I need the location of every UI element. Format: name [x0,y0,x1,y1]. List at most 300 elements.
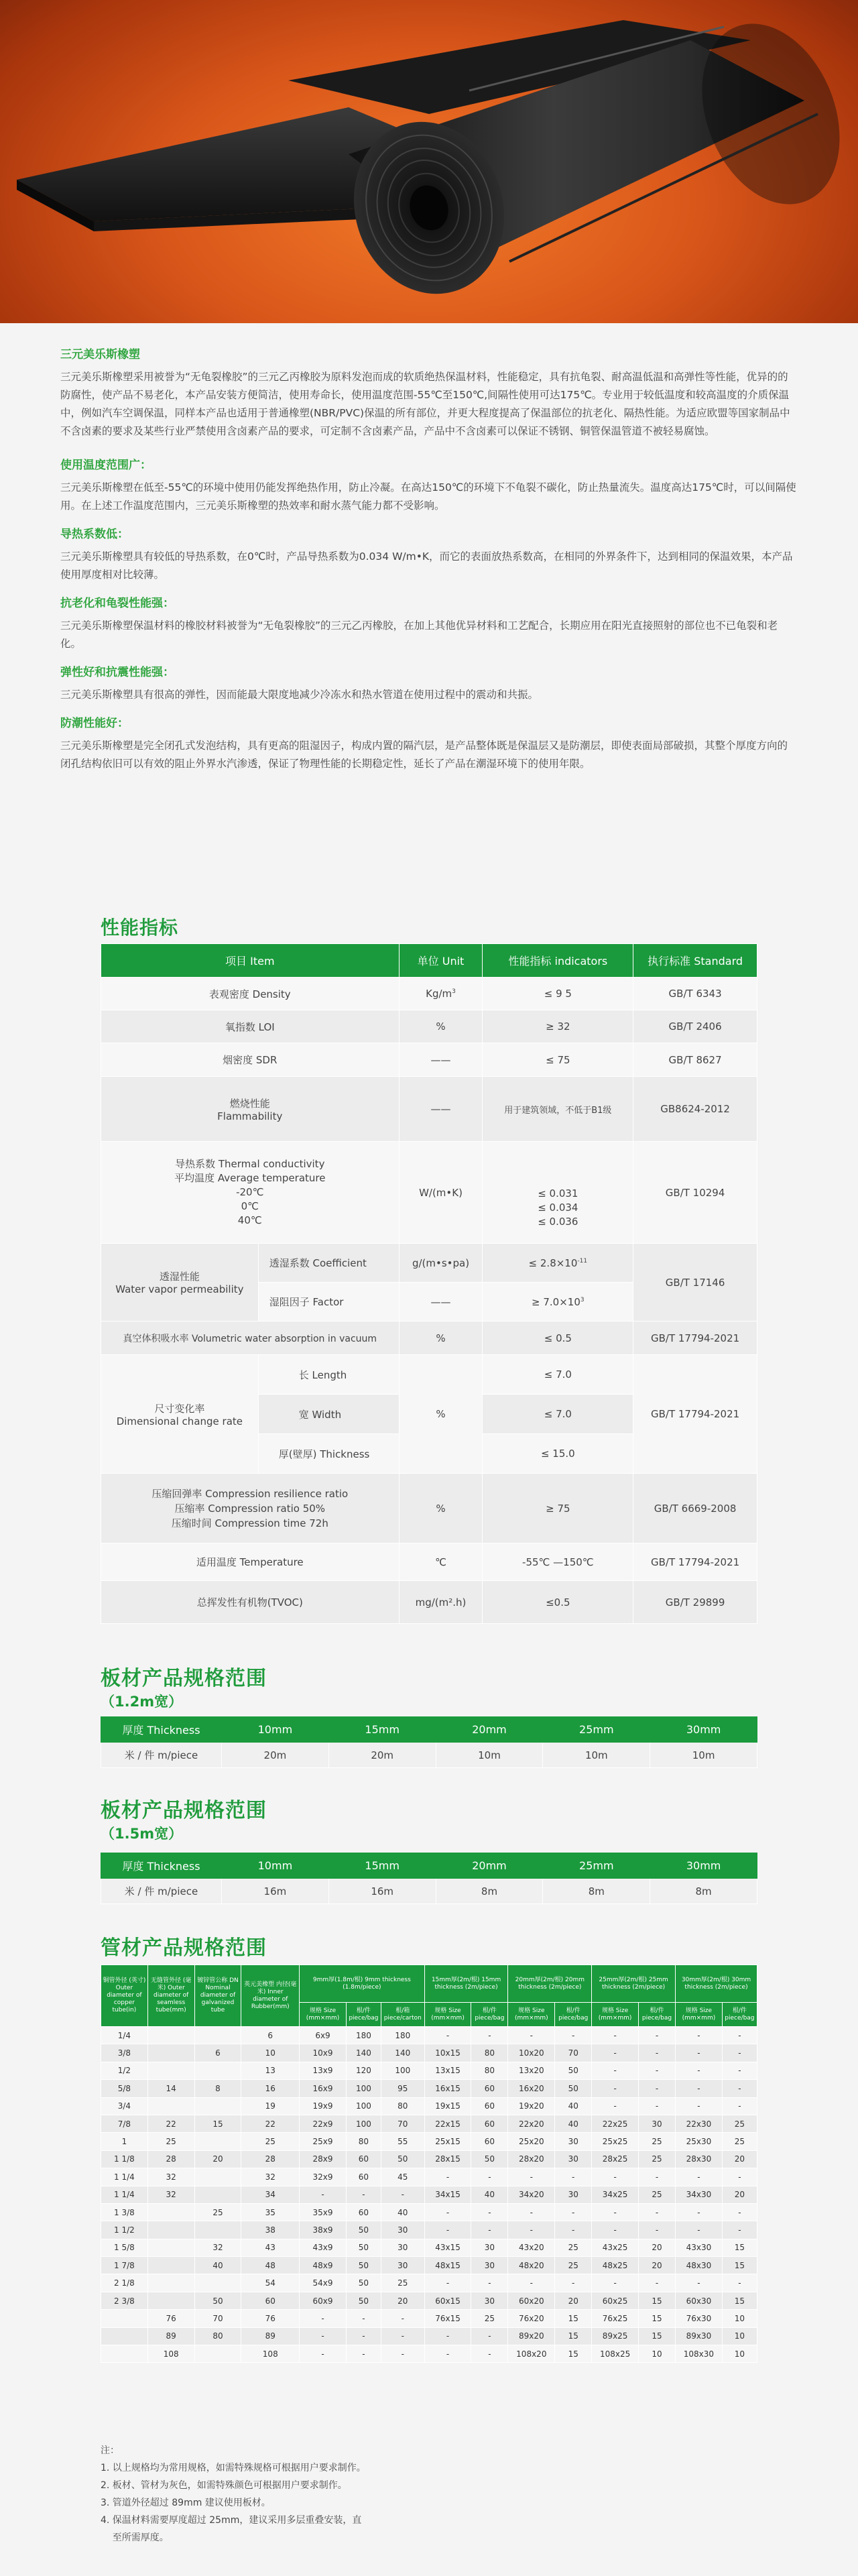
loi-std: GB/T 2406 [633,1010,757,1043]
pipe-cell: - [639,2080,676,2097]
table-row [101,2115,757,2132]
pipe-cell: 48x15 [424,2257,471,2274]
pipe-cell: 20 [722,2186,757,2203]
table-row [101,2292,757,2309]
pipe-cell: 43x9 [300,2239,347,2256]
pipe-cell: - [592,2044,639,2062]
plate1-th-3: 20mm [436,1717,543,1743]
plate2-th-5: 30mm [650,1853,757,1879]
thermal-item: 导热系数 Thermal conductivity 平均温度 Average temperature -20℃ 0℃ 40℃ [101,1142,400,1244]
pipe-cell: 80 [471,2062,508,2079]
vacuum-value: ≤ 0.5 [483,1322,633,1355]
pipe-cell: 30 [555,2150,592,2168]
pipe-cell: - [639,2097,676,2115]
plate2-td-4: 8m [543,1879,650,1904]
pipe-cell: 54x9 [300,2274,347,2292]
pipe-cell: 3/8 [101,2044,148,2062]
pipe-cell: 25 [381,2274,424,2292]
pipe-cell: - [300,2310,347,2327]
pipe-cell: 22 [241,2115,300,2132]
loi-item: 氧指数 LOI [101,1010,400,1043]
pipe-cell: - [471,2027,508,2044]
pipe-cell: - [722,2062,757,2079]
pipe-cell [147,2044,194,2062]
plate2-th-2: 15mm [328,1853,436,1879]
plate1-td-2: 20m [328,1743,436,1768]
pipe-cell: 1 5/8 [101,2239,148,2256]
pipe-cell: 50 [346,2292,381,2309]
pipe-cell: - [639,2044,676,2062]
pipe-cell: 55 [381,2133,424,2150]
plate1-title: 板材产品规格范围 [101,1667,267,1690]
pipe-cell: 25 [639,2186,676,2203]
pipe-cell: - [381,2310,424,2327]
pipe-cell: 10 [241,2044,300,2062]
pipe-cell: 34x25 [592,2186,639,2203]
pipe-cell: 76x30 [676,2310,723,2327]
plate1-header-row [101,1717,757,1743]
pipe-cell: 100 [346,2115,381,2132]
pipe-cell: 28 [241,2150,300,2168]
table-row [101,2310,757,2327]
pipe-cell: 6x9 [300,2027,347,2044]
pipe-th-20mm: 20mm厚(2m/根) 20mm thickness (2m/piece) [508,1965,592,2003]
pipe-th-pcs-5: 根/件 piece/bag [722,2003,757,2027]
note-1: 1. 以上规格均为常用规格，如需特殊规格可根据用户要求制作。 [101,2463,366,2473]
table-row [101,2203,757,2221]
sdr-item: 烟密度 SDR [101,1043,400,1077]
pipe-cell: 1 1/4 [101,2168,148,2186]
plate1-row [101,1743,757,1768]
density-value: ≤ 9 5 [483,978,633,1010]
pipe-cell: - [676,2062,723,2079]
performance-title: 性能指标 [101,917,179,939]
pipe-table-body [101,2027,757,2363]
table-row [101,2221,757,2239]
vapor-coef-unit: g/(m•s•pa) [399,1244,483,1283]
pipe-th-size-3: 规格 Size (mm×mm) [508,2003,555,2027]
comp-item: 压缩回弹率 Compression resilience ratio 压缩率 Compression ratio 50% 压缩时间 Compression time 72h [101,1474,400,1543]
pipe-cell: - [381,2327,424,2345]
pipe-cell: - [346,2186,381,2203]
pipe-cell: - [381,2186,424,2203]
pipe-cell: - [639,2168,676,2186]
pipe-cell [194,2274,241,2292]
pipe-cell: 13x20 [508,2062,555,2079]
pipe-cell: 25 [639,2133,676,2150]
pipe-cell: 10 [722,2327,757,2345]
pipe-cell: 25 [194,2203,241,2221]
note-3: 3. 管道外径超过 89mm 建议使用板材。 [101,2498,271,2508]
pipe-cell: - [508,2027,555,2044]
pipe-cell: 10x9 [300,2044,347,2062]
hero-product-image [0,0,858,323]
pipe-cell: 32 [241,2168,300,2186]
moisture-title: 防潮性能好： [60,717,129,730]
pipe-cell: 22 [147,2115,194,2132]
pipe-cell: 22x30 [676,2115,723,2132]
pipe-cell: 15 [722,2239,757,2256]
pipe-cell: 89 [241,2327,300,2345]
pipe-th-size-5: 规格 Size (mm×mm) [676,2003,723,2027]
pipe-cell: 180 [346,2027,381,2044]
pipe-cell: - [639,2221,676,2239]
note-4-cont: 至所需厚度。 [101,2532,169,2543]
note-4: 4. 保温材料需要厚度超过 25mm，建议采用多层重叠安装，直 [101,2515,362,2526]
pipe-cell: 25 [722,2133,757,2150]
pipe-cell [147,2203,194,2221]
notes-title: 注： [101,2445,119,2456]
pipe-cell: 25 [639,2150,676,2168]
pipe-cell: 10x15 [424,2044,471,2062]
plate2-title: 板材产品规格范围 [101,1799,267,1822]
pipe-cell: 54 [241,2274,300,2292]
pipe-cell: 22x9 [300,2115,347,2132]
row-dim-length [101,1355,757,1395]
flam-unit: —— [399,1077,483,1142]
pipe-cell: - [676,2044,723,2062]
pipe-cell: 50 [555,2080,592,2097]
pipe-cell [147,2062,194,2079]
pipe-cell: 20 [722,2150,757,2168]
pipe-cell: - [424,2274,471,2292]
pipe-cell: 60 [346,2168,381,2186]
comp-value: ≥ 75 [483,1474,633,1543]
flam-item: 燃烧性能 Flammability [101,1077,400,1142]
dim-length-label: 长 Length [258,1355,399,1395]
pipe-cell: 25 [722,2115,757,2132]
pipe-cell: - [592,2027,639,2044]
pipe-th-9mm: 9mm厚(1.8m/根) 9mm thickness (1.8m/piece) [300,1965,425,2003]
pipe-cell: 30 [381,2221,424,2239]
pipe-cell: - [722,2027,757,2044]
pipe-cell: 20 [381,2292,424,2309]
pipe-cell: 76x25 [592,2310,639,2327]
temp-value: -55℃ —150℃ [483,1543,633,1581]
pipe-cell: 15 [194,2115,241,2132]
pipe-cell: 60x15 [424,2292,471,2309]
vapor-factor-value: ≥ $7.0\times 10^3$ [483,1283,633,1322]
pipe-cell: 15 [722,2292,757,2309]
pipe-cell: 28x20 [508,2150,555,2168]
tvoc-value: ≤0.5 [483,1581,633,1624]
pipe-cell: 35 [241,2203,300,2221]
sdr-unit: —— [399,1043,483,1077]
row-density [101,978,757,1010]
pipe-cell: 25x15 [424,2133,471,2150]
notes [101,2442,757,2546]
pipe-cell: 48x9 [300,2257,347,2274]
pipe-cell: 50 [346,2221,381,2239]
pipe-cell: 16x20 [508,2080,555,2097]
row-sdr [101,1043,757,1077]
pipe-cell: 30 [555,2133,592,2150]
pipe-cell: 70 [381,2115,424,2132]
pipe-cell: 25 [555,2257,592,2274]
table-row [101,2062,757,2079]
density-unit: $Kg/m^3$ [399,978,483,1010]
pipe-cell: - [471,2274,508,2292]
pipe-cell: 100 [346,2097,381,2115]
dim-width-label: 宽 Width [258,1395,399,1434]
pipe-cell: - [722,2168,757,2186]
performance-header-row [101,944,757,978]
pipe-cell: 89x20 [508,2327,555,2345]
pipe-cell: 10 [639,2345,676,2363]
pipe-cell: 19x9 [300,2097,347,2115]
pipe-cell: - [676,2203,723,2221]
pipe-cell: 1 3/8 [101,2203,148,2221]
pipe-cell: 30 [471,2292,508,2309]
intro-title: 三元美乐斯橡塑 [60,348,140,361]
pipe-header-row-1 [101,1965,757,2003]
pipe-cell: - [639,2062,676,2079]
pipe-cell: 25 [555,2239,592,2256]
pipe-cell: 43x15 [424,2239,471,2256]
pipe-cell: 1 [101,2133,148,2150]
pipe-cell: - [381,2345,424,2363]
th-indicators: 性能指标 indicators [483,944,633,978]
pipe-cell [194,2133,241,2150]
pipe-cell: - [676,2168,723,2186]
flam-std: GB8624-2012 [633,1077,757,1142]
pipe-cell: 50 [346,2257,381,2274]
pipe-cell [147,2239,194,2256]
table-row [101,2133,757,2150]
pipe-th-pcs-2: 根/件 piece/bag [471,2003,508,2027]
pipe-cell [147,2257,194,2274]
pipe-cell: - [424,2221,471,2239]
pipe-cell: 100 [381,2062,424,2079]
pipe-cell: 15 [639,2327,676,2345]
pipe-cell: - [722,2097,757,2115]
vacuum-std: GB/T 17794-2021 [633,1322,757,1355]
pipe-cell: 89x30 [676,2327,723,2345]
pipe-cell: 60x25 [592,2292,639,2309]
pipe-cell: - [676,2221,723,2239]
plate2-td-2: 16m [328,1879,436,1904]
pipe-cell: 108x30 [676,2345,723,2363]
pipe-cell [147,2221,194,2239]
pipe-cell: - [676,2274,723,2292]
pipe-cell: 3/4 [101,2097,148,2115]
table-row [101,2027,757,2044]
table-row [101,2150,757,2168]
pipe-cell [194,2168,241,2186]
pipe-cell: - [722,2044,757,2062]
pipe-th-size-1: 规格 Size (mm×mm) [300,2003,347,2027]
pipe-cell: 48x20 [508,2257,555,2274]
pipe-cell: - [676,2097,723,2115]
pipe-cell: - [424,2327,471,2345]
pipe-cell [147,2027,194,2044]
pipe-cell: 76 [147,2310,194,2327]
pipe-cell: 6 [241,2027,300,2044]
pipe-cell: 60 [471,2133,508,2150]
intro-section [60,335,798,773]
pipe-cell: 45 [381,2168,424,2186]
pipe-cell: 43x30 [676,2239,723,2256]
thermal-body: 三元美乐斯橡塑具有较低的导热系数，在0℃时，产品导热系数为0.034 W/m•K，而它的表面放热系数高，在相同的外界条件下，达到相同的保温效果，本产品使用厚度相对比较薄。 [60,550,793,581]
pipe-cell: 32 [147,2186,194,2203]
plate2-td-0: 米 / 件 m/piece [101,1879,222,1904]
pipe-cell [101,2327,148,2345]
pipe-cell [147,2292,194,2309]
pipe-cell: 1/2 [101,2062,148,2079]
sdr-value: ≤ 75 [483,1043,633,1077]
pipe-cell: 50 [555,2062,592,2079]
pipe-cell: 1 1/8 [101,2150,148,2168]
pipe-cell: - [471,2168,508,2186]
th-unit: 单位 Unit [399,944,483,978]
pipe-table [101,1965,757,2363]
pipe-cell: 28x15 [424,2150,471,2168]
pipe-title: 管材产品规格范围 [101,1936,267,1960]
tvoc-std: GB/T 29899 [633,1581,757,1624]
plate1-td-3: 10m [436,1743,543,1768]
pipe-cell: 60 [471,2115,508,2132]
dim-std: GB/T 17794-2021 [633,1355,757,1474]
temp-range-body: 三元美乐斯橡塑在低至-55℃的环境中使用仍能发挥绝热作用，防止冷凝。在高达150℃的环境下不龟裂不碳化，防止热量流失。温度高达175℃时，可以间隔使用。在上述工作温度范围内，三元美乐斯橡塑的热效率和耐水蒸气能力都不受影响。 [60,481,796,512]
pipe-cell: 30 [381,2257,424,2274]
pipe-cell: 32 [194,2239,241,2256]
pipe-cell: - [346,2327,381,2345]
vacuum-unit: % [399,1322,483,1355]
pipe-cell: - [555,2203,592,2221]
th-item: 项目 Item [101,944,400,978]
pipe-cell: - [424,2027,471,2044]
thermal-unit: W/(m•K) [399,1142,483,1244]
plate2-th-0: 厚度 Thickness [101,1853,222,1879]
pipe-cell: 34 [241,2186,300,2203]
pipe-cell: - [424,2203,471,2221]
temp-unit: ℃ [399,1543,483,1581]
pipe-cell: 95 [381,2080,424,2097]
comp-std: GB/T 6669-2008 [633,1474,757,1543]
pipe-cell: 60 [346,2203,381,2221]
plate2-table [101,1853,757,1904]
elastic-body: 三元美乐斯橡塑具有很高的弹性，因而能最大限度地减少冷冻水和热水管道在使用过程中的震动和共振。 [60,689,539,701]
pipe-cell: - [471,2327,508,2345]
pipe-cell: - [555,2027,592,2044]
table-row [101,2239,757,2256]
sdr-std: GB/T 8627 [633,1043,757,1077]
pipe-cell: 38 [241,2221,300,2239]
pipe-cell: 34x30 [676,2186,723,2203]
pipe-cell: 40 [555,2115,592,2132]
dim-thick-value: ≤ 15.0 [483,1434,633,1474]
th-standard: 执行标准 Standard [633,944,757,978]
vapor-item: 透湿性能 Water vapor permeability [101,1244,259,1322]
thermal-title: 导热系数低： [60,528,129,541]
pipe-th-size-4: 规格 Size (mm×mm) [592,2003,639,2027]
pipe-cell: - [592,2062,639,2079]
pipe-cell: 10 [722,2345,757,2363]
row-flammability [101,1077,757,1142]
pipe-cell: 140 [381,2044,424,2062]
plate2-td-5: 8m [650,1879,757,1904]
pipe-cell [194,2186,241,2203]
vapor-factor-label: 湿阻因子 Factor [258,1283,399,1322]
flam-value: 用于建筑领域，不低于B1级 [483,1077,633,1142]
tvoc-unit: mg/(m².h) [399,1581,483,1624]
pipe-cell: - [471,2221,508,2239]
intro-body: 三元美乐斯橡塑采用被誉为“无龟裂橡胶”的三元乙丙橡胶为原料发泡而成的软质绝热保温材料，性能稳定，具有抗龟裂、耐高温低温和高弹性等性能，优异的的防腐性，使产品不易老化，本产品安装方便简洁，使用寿命长，使用温度范围-55℃至150℃,间隔性使用可达175℃。专业用于较低温度和较高温度的介质保温中，例如汽车空调保温，同样本产品也适用于普通橡塑(NBR/PVC)保温的所有部位，并更大程度提高了保温部位的抗老化、隔热性能。为适应欧盟等国家制品中不含卤素的要求及某些行业严禁使用含卤素产品的要求，可定制不含卤素产品，产品中不含卤素可以保证不锈钢、铜管保温管道不被轻易腐蚀。 [60,371,790,437]
pipe-cell: 80 [194,2327,241,2345]
loi-value: ≥ 32 [483,1010,633,1043]
plate1-td-1: 20m [222,1743,329,1768]
pipe-cell: - [722,2274,757,2292]
pipe-cell: - [300,2186,347,2203]
pipe-cell: 60x20 [508,2292,555,2309]
pipe-cell: 60 [471,2080,508,2097]
pipe-cell: 28x9 [300,2150,347,2168]
pipe-cell: 19x20 [508,2097,555,2115]
table-row [101,2274,757,2292]
pipe-th-30mm: 30mm厚(2m/根) 30mm thickness (2m/piece) [676,1965,757,2003]
pipe-th-25mm: 25mm厚(2m/根) 25mm thickness (2m/piece) [592,1965,676,2003]
pipe-cell: 70 [555,2044,592,2062]
pipe-th-pcsc-1: 根/箱 piece/carton [381,2003,424,2027]
pipe-cell: 16x9 [300,2080,347,2097]
pipe-cell: 43x20 [508,2239,555,2256]
pipe-cell [194,2345,241,2363]
aging-body: 三元美乐斯橡塑保温材料的橡胶材料被誉为“无龟裂橡胶”的三元乙丙橡胶，在加上其他优异材料和工艺配合，长期应用在阳光直接照射的部位也不已龟裂和老化。 [60,620,778,650]
pipe-cell: 15 [555,2310,592,2327]
pipe-cell: - [639,2274,676,2292]
pipe-cell: 70 [194,2310,241,2327]
pipe-cell: 108 [241,2345,300,2363]
pipe-cell: 1/4 [101,2027,148,2044]
pipe-cell: 80 [346,2133,381,2150]
pipe-cell: 40 [471,2186,508,2203]
table-row [101,2097,757,2115]
pipe-th-inner: 英元美橡塑 内径(毫米) Inner diameter of Rubber(mm) [241,1965,300,2027]
pipe-cell: 22x25 [592,2115,639,2132]
pipe-cell: 108x25 [592,2345,639,2363]
note-2: 2. 板材、管材为灰色，如需特殊颜色可根据用户要求制作。 [101,2480,347,2491]
pipe-cell: 25x25 [592,2133,639,2150]
pipe-cell: - [592,2080,639,2097]
pipe-cell: 48x30 [676,2257,723,2274]
pipe-th-pcs-1: 根/件 piece/bag [346,2003,381,2027]
pipe-cell: 19x15 [424,2097,471,2115]
pipe-cell [194,2027,241,2044]
pipe-cell: 50 [381,2150,424,2168]
pipe-cell: 25x30 [676,2133,723,2150]
plate1-th-2: 15mm [328,1717,436,1743]
pipe-cell: 2 1/8 [101,2274,148,2292]
table-row [101,2044,757,2062]
table-row [101,2257,757,2274]
plate2-th-4: 25mm [543,1853,650,1879]
plate1-th-0: 厚度 Thickness [101,1717,222,1743]
pipe-cell: - [722,2221,757,2239]
pipe-th-size-2: 规格 Size (mm×mm) [424,2003,471,2027]
pipe-cell: - [592,2097,639,2115]
pipe-cell [194,2062,241,2079]
pipe-cell: 30 [381,2239,424,2256]
pipe-cell: - [471,2203,508,2221]
pipe-th-copper: 铜管外径 (英寸) Outer diameter of copper tube(in) [101,1965,148,2027]
vapor-coef-value: ≤ $2.8\times 10^{-11}$ [483,1244,633,1283]
moisture-body: 三元美乐斯橡塑是完全闭孔式发泡结构，具有更高的阻湿因子，构成内置的隔汽层，是产品整体既是保温层又是防潮层，即使表面局部破损，其整个厚度方向的闭孔结构依旧可以有效的阻止外界水汽渗透，保证了物理性能的长期稳定性，延长了产品在潮湿环境下的使用年限。 [60,740,788,770]
plate1-td-0: 米 / 件 m/piece [101,1743,222,1768]
pipe-cell: 40 [555,2097,592,2115]
pipe-cell: 40 [194,2257,241,2274]
pipe-cell: 15 [639,2310,676,2327]
pipe-cell: 10 [722,2310,757,2327]
